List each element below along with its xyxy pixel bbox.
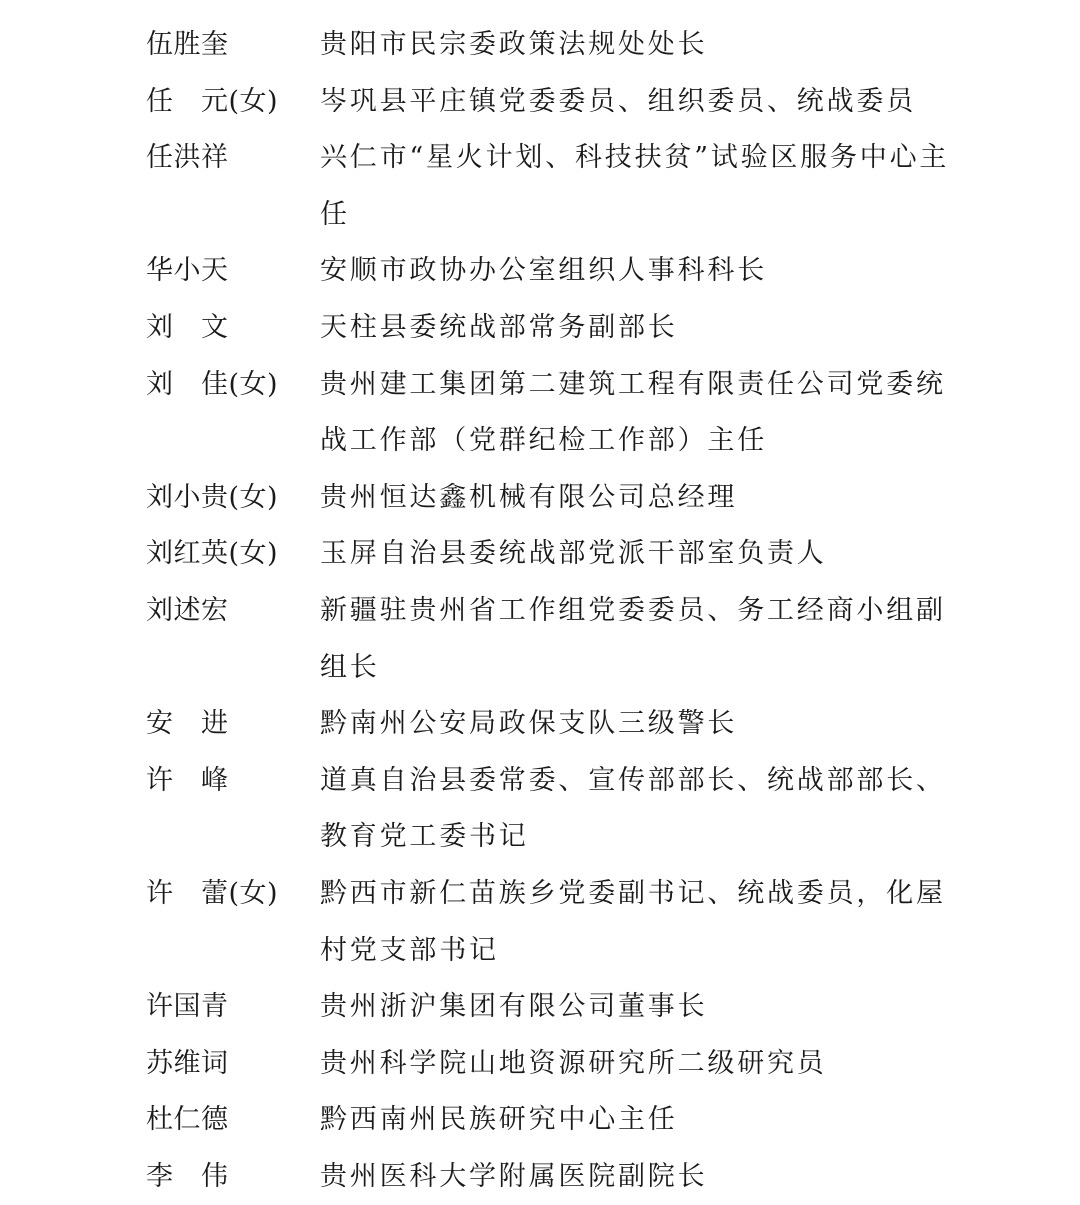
person-name: 华小天 [146,255,229,287]
list-item [0,357,1080,470]
person-title: 贵州医科大学附属医院副院长 [320,1160,708,1192]
person-title: 黔西南州民族研究中心主任 [320,1104,678,1136]
person-name: 安 进 [146,708,229,740]
person-name: 刘小贵(女) [146,481,279,513]
person-name: 许 蕾(女) [146,877,279,909]
list-item [0,583,1080,696]
list-item [0,470,1080,527]
list-item [0,866,1080,979]
person-name: 刘述宏 [146,594,229,626]
person-title: 黔南州公安局政保支队三级警长 [320,708,738,740]
person-title: 安顺市政协办公室组织人事科科长 [320,255,767,287]
person-title: 玉屏自治县委统战部党派干部室负责人 [320,538,827,570]
list-item [0,300,1080,357]
list-item [0,526,1080,583]
person-title: 天柱县委统战部常务副部长 [320,311,678,343]
person-name: 任 元(女) [146,85,279,117]
person-title: 贵州建工集团第二建筑工程有限责任公司党委统战工作部（党群纪检工作部）主任 [320,368,946,457]
person-title: 岑巩县平庄镇党委委员、组织委员、统战委员 [320,85,916,117]
person-title: 贵阳市民宗委政策法规处处长 [320,29,708,60]
person-title: 兴仁市“星火计划、科技扶贫”试验区服务中心主任 [320,142,950,230]
person-name: 许国青 [146,991,229,1023]
person-name: 刘 文 [146,311,229,343]
list-item [0,1092,1080,1149]
list-item [0,696,1080,753]
list-item [0,979,1080,1036]
list-item [0,243,1080,300]
person-title: 新疆驻贵州省工作组党委委员、务工经商小组副组长 [320,594,946,683]
person-name: 刘红英(女) [146,538,279,570]
person-name: 苏维词 [146,1047,229,1079]
list-item [0,1149,1080,1205]
person-title: 道真自治县委常委、宣传部部长、统战部部长、教育党工委书记 [320,764,946,853]
person-name: 李 伟 [146,1160,229,1192]
list-item [0,753,1080,866]
list-item [0,74,1080,131]
person-title: 贵州科学院山地资源研究所二级研究员 [320,1047,827,1079]
person-name: 任洪祥 [146,142,229,174]
person-name: 刘 佳(女) [146,368,279,400]
person-title: 贵州恒达鑫机械有限公司总经理 [320,481,738,513]
list-item [0,1036,1080,1093]
person-name: 杜仁德 [146,1104,229,1136]
person-title: 贵州浙沪集团有限公司董事长 [320,991,708,1023]
list-item [0,130,1080,243]
list-item [0,17,1080,74]
personnel-list [0,17,1080,1205]
person-title: 黔西市新仁苗族乡党委副书记、统战委员，化屋村党支部书记 [320,877,946,966]
person-name: 伍胜奎 [146,29,229,60]
person-name: 许 峰 [146,764,229,796]
